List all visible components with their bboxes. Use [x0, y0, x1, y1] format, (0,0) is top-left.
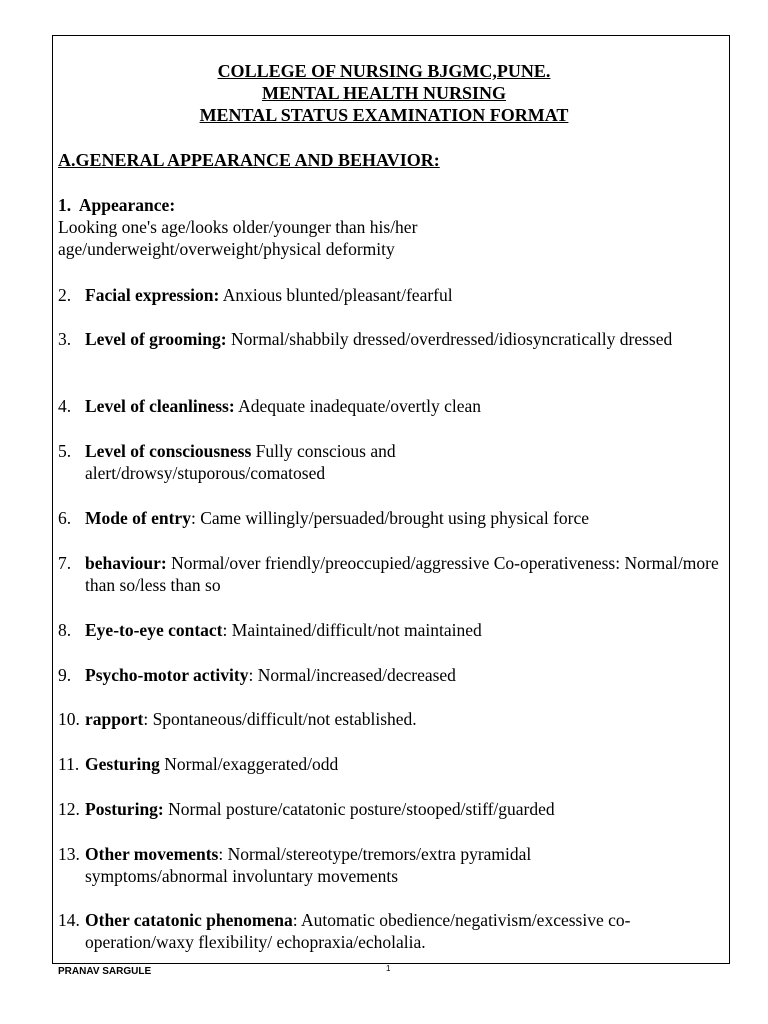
list-item-appearance	[58, 194, 722, 260]
item-text: Normal posture/catatonic posture/stooped/stiff/guarded	[163, 799, 555, 819]
item-number: 14.	[58, 910, 80, 930]
list-item	[58, 507, 722, 529]
appearance-text-line2: age/underweight/overweight/physical deformity	[58, 239, 395, 259]
item-label: Level of cleanliness:	[85, 396, 235, 416]
item-label: Mode of entry	[85, 508, 191, 528]
item-number: 2.	[58, 285, 72, 305]
subject-heading: MENTAL HEALTH NURSING	[261, 83, 507, 103]
list-item	[58, 909, 722, 953]
list-item	[58, 619, 722, 641]
list-item	[58, 798, 722, 820]
item-text: Normal/exaggerated/odd	[159, 754, 339, 774]
item-number: 9.	[58, 665, 72, 685]
item-label: Other movements	[85, 844, 219, 864]
item-text: : Maintained/difficult/not maintained	[222, 620, 482, 640]
footer-author: PRANAV SARGULE	[58, 966, 152, 977]
page-border	[52, 35, 730, 964]
college-heading: COLLEGE OF NURSING BJGMC,PUNE.	[217, 61, 551, 81]
item-label: Appearance:	[78, 195, 176, 215]
item-text: : Normal/stereotype/tremors/extra pyramidal symptoms/abnormal involuntary movements	[85, 844, 532, 886]
list-item	[58, 440, 478, 484]
item-label: Level of grooming:	[85, 329, 227, 349]
list-item	[58, 843, 658, 887]
item-label: Gesturing	[85, 754, 160, 774]
list-item	[58, 284, 722, 306]
item-number: 7.	[58, 553, 72, 573]
item-text: : Normal/increased/decreased	[248, 665, 456, 685]
item-text: : Came willingly/persuaded/brought using physical force	[190, 508, 589, 528]
item-text: : Spontaneous/difficult/not established.	[143, 709, 417, 729]
list-item	[58, 664, 722, 686]
item-number: 3.	[58, 329, 72, 349]
item-number: 10.	[58, 709, 80, 729]
item-number: 13.	[58, 844, 80, 864]
item-number: 12.	[58, 799, 80, 819]
item-number: 6.	[58, 508, 72, 528]
item-text: Anxious blunted/pleasant/fearful	[219, 285, 453, 305]
item-label: Facial expression:	[85, 285, 220, 305]
item-label: behaviour:	[85, 553, 167, 573]
item-label: Posturing:	[85, 799, 164, 819]
document-header	[0, 60, 768, 126]
item-number: 5.	[58, 441, 72, 461]
list-item	[58, 753, 722, 775]
item-label: Psycho-motor activity	[85, 665, 249, 685]
appearance-heading	[58, 194, 722, 216]
item-label: rapport	[85, 709, 144, 729]
item-text: Fully conscious and alert/drowsy/stuporous/comatosed	[85, 441, 396, 483]
format-heading: MENTAL STATUS EXAMINATION FORMAT	[199, 105, 569, 125]
list-item	[58, 328, 722, 350]
item-number: 8.	[58, 620, 72, 640]
page-number: 1	[386, 964, 391, 973]
list-item	[58, 395, 722, 417]
list-item	[58, 708, 722, 730]
item-label: Level of consciousness	[85, 441, 252, 461]
item-number: 4.	[58, 396, 72, 416]
list-item	[58, 552, 722, 596]
item-text: Normal/shabbily dressed/overdressed/idiosyncratically dressed	[226, 329, 673, 349]
item-number: 11.	[58, 754, 80, 774]
item-text: Normal/over friendly/preoccupied/aggressive Co-operativeness: Normal/more than so/less than so	[85, 553, 719, 595]
section-title: A.GENERAL APPEARANCE AND BEHAVIOR:	[58, 150, 440, 170]
item-label: Other catatonic phenomena	[85, 910, 293, 930]
item-text: Adequate inadequate/overtly clean	[234, 396, 482, 416]
item-number: 1.	[58, 195, 72, 215]
item-text: : Automatic obedience/negativism/excessive co-operation/waxy flexibility/ echopraxia/echolalia.	[85, 910, 631, 952]
item-label: Eye-to-eye contact	[85, 620, 223, 640]
appearance-text-line1: Looking one's age/looks older/younger than his/her	[58, 217, 418, 237]
